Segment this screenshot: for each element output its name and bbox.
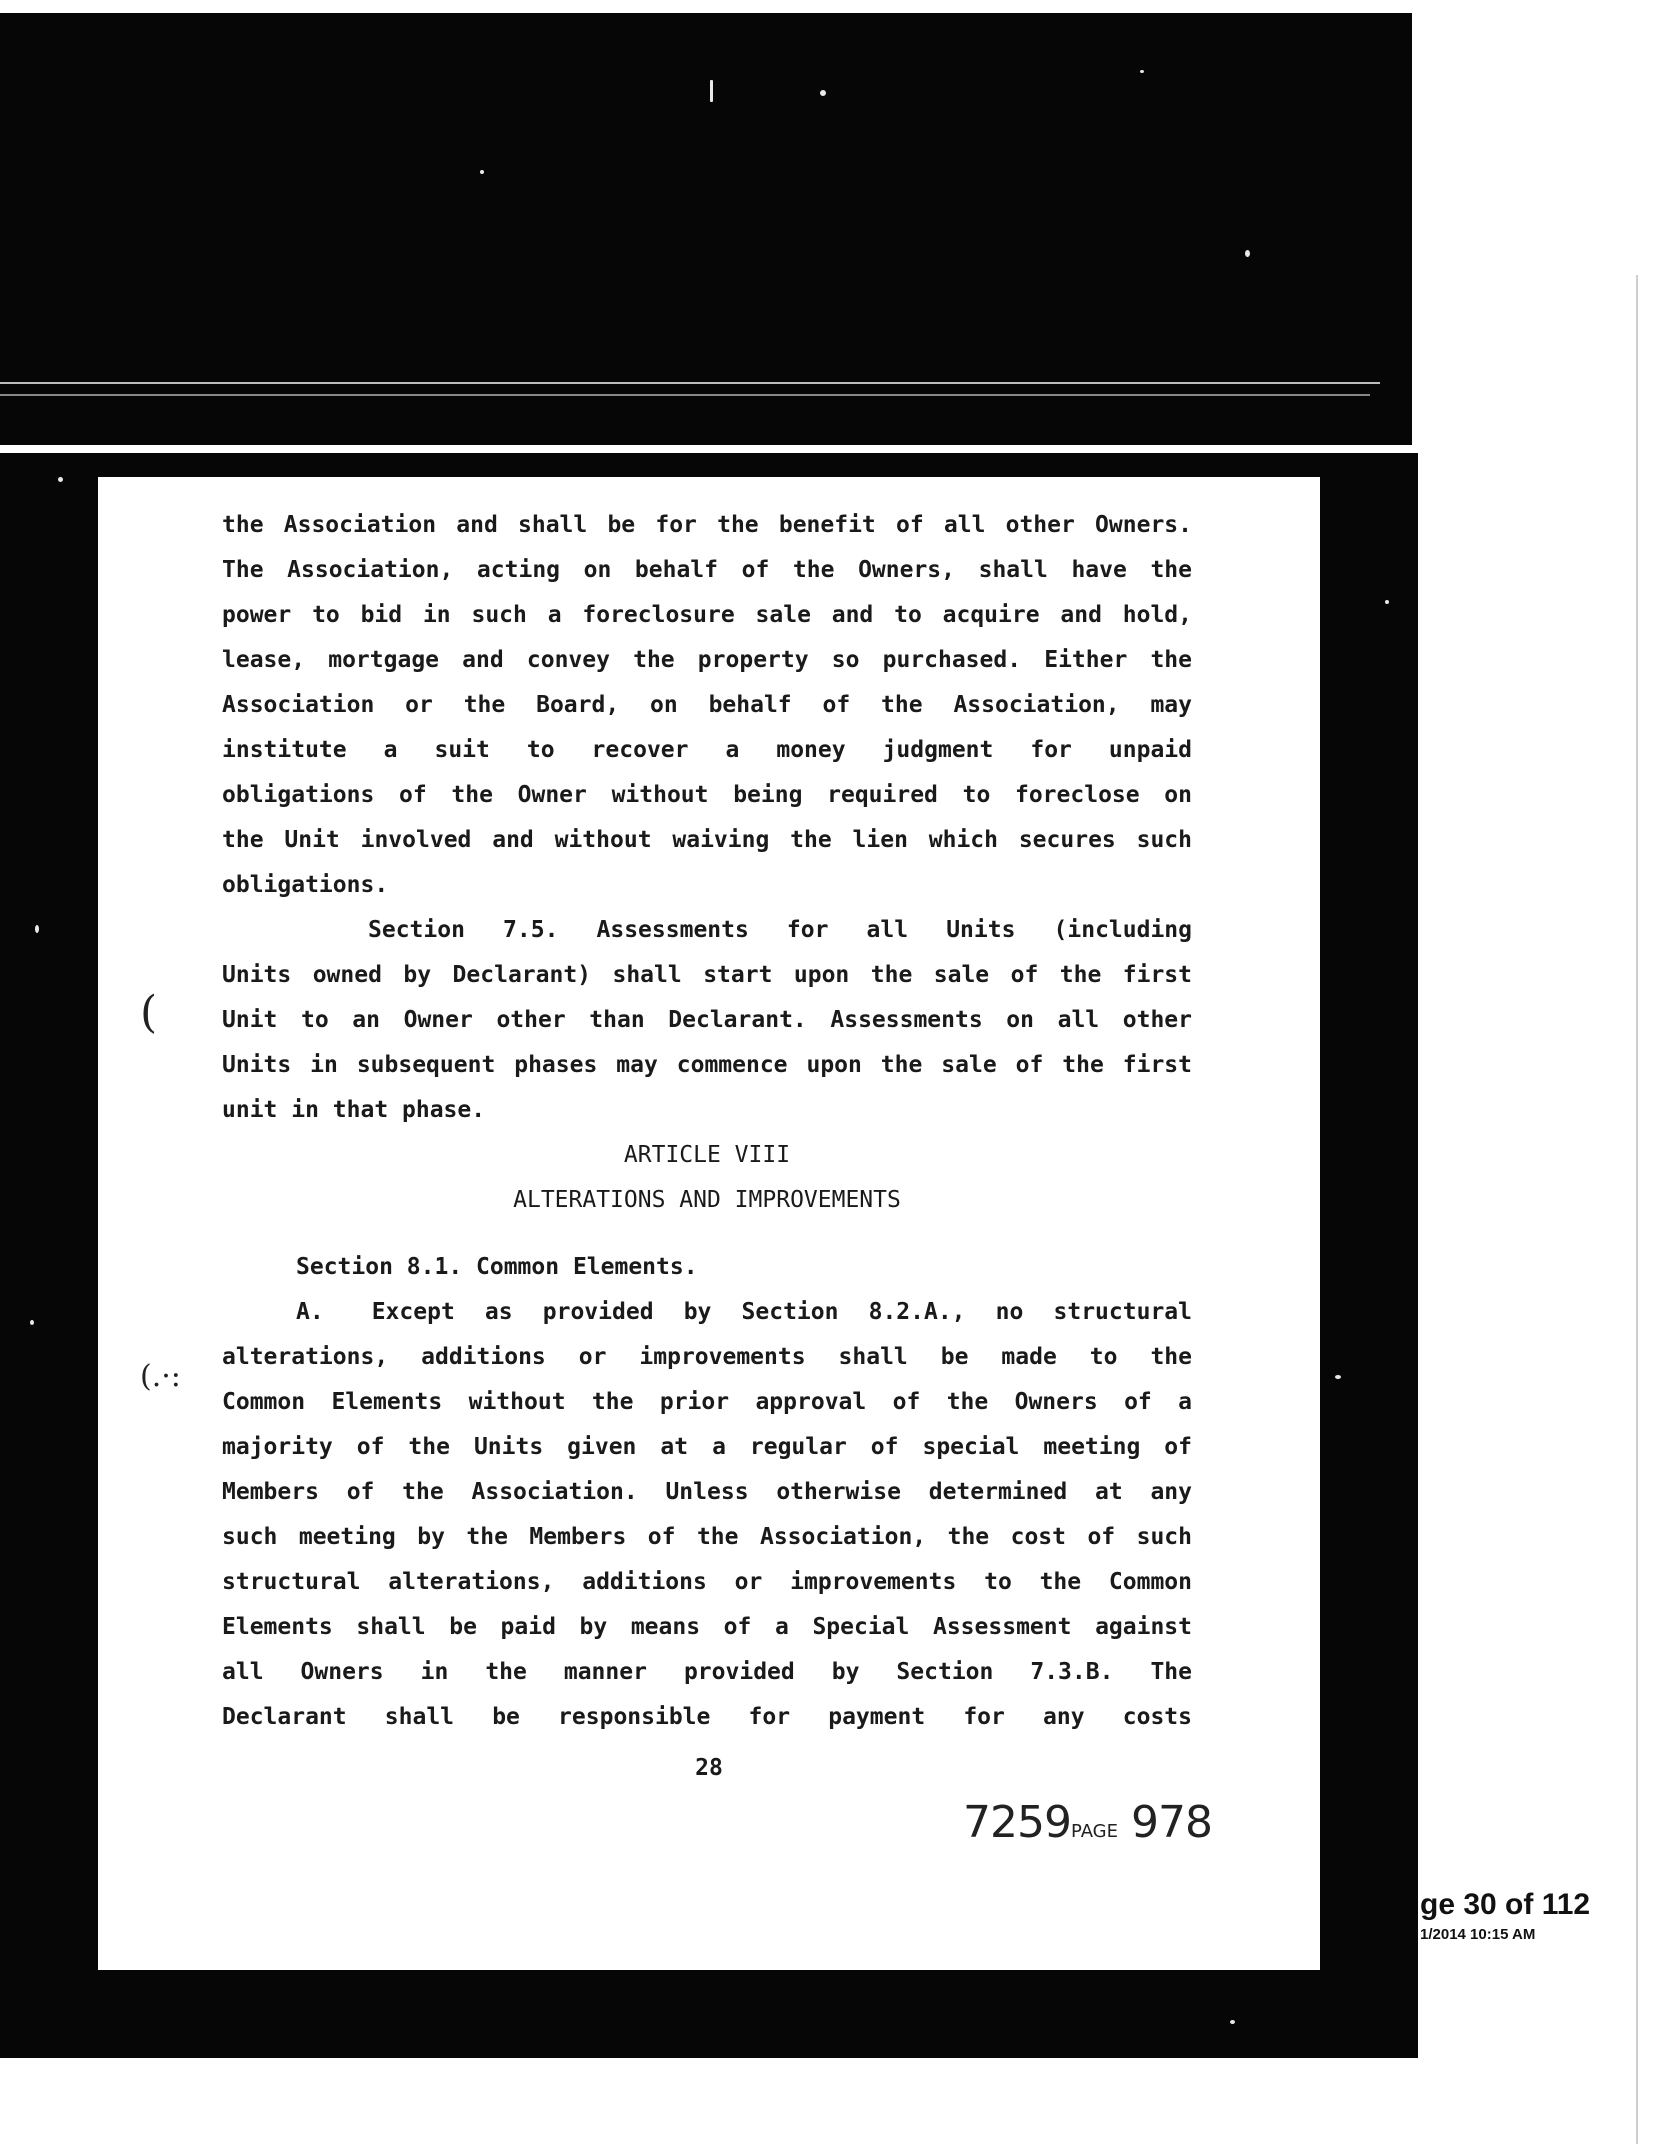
text-line: The Association, acting on behalf of the Owners, shall have the xyxy=(222,557,1192,583)
text-line: Members of the Association. Unless otherwise determined at any xyxy=(222,1479,1192,1505)
scan-top-band xyxy=(0,13,1412,445)
text-line: Units in subsequent phases may commence upon the sale of the first xyxy=(222,1052,1192,1078)
article-heading: ARTICLE VIII xyxy=(623,1142,791,1168)
scan-speck xyxy=(58,477,63,482)
scan-speck xyxy=(710,80,713,102)
section-heading: Section 8.1. Common Elements. xyxy=(296,1254,698,1280)
book-number: 7259 xyxy=(963,1797,1071,1848)
book-page-label: PAGE xyxy=(1070,1821,1119,1842)
text-line: Association or the Board, on behalf of the Association, may xyxy=(222,692,1192,718)
scan-speck xyxy=(1230,2020,1235,2024)
text-line: structural alterations, additions or improvements to the Common xyxy=(222,1569,1192,1595)
text-line: Unit to an Owner other than Declarant. Assessments on all other xyxy=(222,1007,1192,1033)
scan-speck xyxy=(35,925,39,933)
scan-rule xyxy=(0,382,1380,384)
scan-speck xyxy=(1245,250,1250,257)
scan-speck xyxy=(1385,600,1389,604)
subsection-label: A. xyxy=(296,1299,324,1325)
text-line: power to bid in such a foreclosure sale and to acquire and hold, xyxy=(222,602,1192,628)
viewer-timestamp: 1/2014 10:15 AM xyxy=(1420,1926,1536,1943)
text-line: Section 7.5. Assessments for all Units (including xyxy=(368,917,1192,943)
scanned-page xyxy=(98,477,1320,1970)
scan-speck xyxy=(480,170,484,174)
book-page-stamp xyxy=(963,1797,1212,1848)
text-line: institute a suit to recover a money judgment for unpaid xyxy=(222,737,1192,763)
scan-rule xyxy=(0,394,1370,396)
margin-mark: ( xyxy=(140,987,158,1038)
page-number: 28 xyxy=(695,1755,723,1781)
text-line: such meeting by the Members of the Association, the cost of such xyxy=(222,1524,1192,1550)
text-line: Elements shall be paid by means of a Special Assessment against xyxy=(222,1614,1192,1640)
viewer-page-indicator: ge 30 of 112 xyxy=(1420,1888,1591,1921)
text-line: majority of the Units given at a regular of special meeting of xyxy=(222,1434,1192,1460)
text-line: the Unit involved and without waiving the lien which secures such xyxy=(222,827,1192,853)
book-page-number: 978 xyxy=(1131,1797,1212,1848)
text-line: Declarant shall be responsible for payment for any costs xyxy=(222,1704,1192,1730)
text-line: the Association and shall be for the benefit of all other Owners. xyxy=(222,512,1192,538)
text-line: obligations of the Owner without being required to foreclose on xyxy=(222,782,1192,808)
scan-speck xyxy=(1335,1375,1341,1379)
page-body xyxy=(222,503,1192,1740)
text-line: A. Except as provided by Section 8.2.A., no structural xyxy=(296,1299,1192,1325)
text-line: obligations. xyxy=(222,872,389,898)
scan-speck xyxy=(820,90,826,96)
article-title: ALTERATIONS AND IMPROVEMENTS xyxy=(513,1187,901,1213)
viewer-edge xyxy=(1636,275,1638,2144)
text-line: lease, mortgage and convey the property so purchased. Either the xyxy=(222,647,1192,673)
margin-mark: (.·: xyxy=(140,1359,181,1394)
text-line: Common Elements without the prior approval of the Owners of a xyxy=(222,1389,1192,1415)
text-line: alterations, additions or improvements shall be made to the xyxy=(222,1344,1192,1370)
scan-speck xyxy=(30,1320,34,1325)
text-line: all Owners in the manner provided by Section 7.3.B. The xyxy=(222,1659,1192,1685)
scan-speck xyxy=(1140,70,1144,73)
text-line: unit in that phase. xyxy=(222,1097,486,1123)
text-line: Units owned by Declarant) shall start upon the sale of the first xyxy=(222,962,1192,988)
